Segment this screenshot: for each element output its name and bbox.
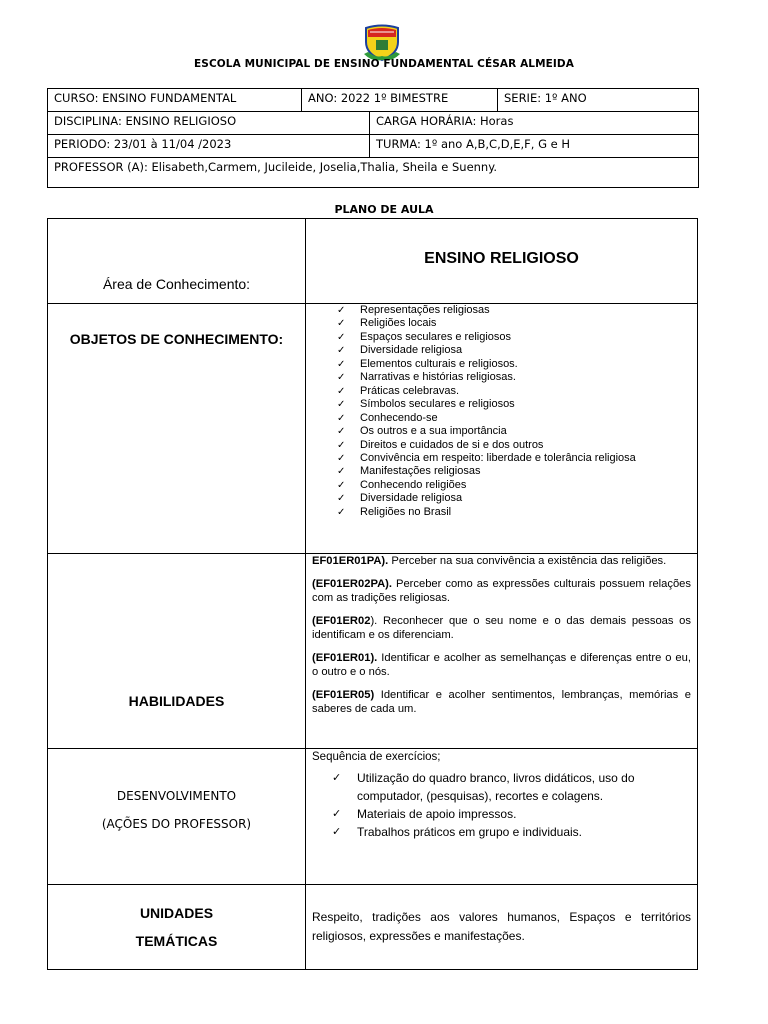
desenvolvimento-text: Materiais de apoio impressos. (357, 807, 517, 821)
objeto-item (337, 371, 696, 384)
objetos-list (307, 304, 696, 519)
unidades-text: Respeito, tradições aos valores humanos, Espaços e territórios religiosos, expressões e manifestações. (306, 885, 698, 970)
objeto-item (337, 304, 696, 317)
objeto-item (337, 492, 696, 505)
checkmark-icon: ✓ (337, 318, 346, 330)
school-title: ESCOLA MUNICIPAL DE ENSINO FUNDAMENTAL CÉSAR ALMEIDA (194, 58, 574, 70)
checkmark-icon: ✓ (337, 358, 346, 370)
turma-cell: TURMA: 1º ano A,B,C,D,E,F, G e H (370, 135, 699, 158)
checkmark-icon: ✓ (332, 808, 342, 820)
objetos-label-cell (48, 304, 306, 554)
objeto-item (337, 385, 696, 398)
acoes-label: (AÇÕES DO PROFESSOR) (101, 816, 252, 831)
checkmark-icon: ✓ (337, 439, 346, 451)
objeto-text: Direitos e cuidados de si e dos outros (360, 438, 544, 451)
objeto-text: Diversidade religiosa (360, 492, 463, 505)
objeto-text: Manifestações religiosas (360, 465, 481, 478)
objeto-text: Convivência em respeito: liberdade e tolerância religiosa (360, 451, 636, 464)
habilidade-code: (EF01ER05) (312, 688, 375, 701)
checkmark-icon: ✓ (337, 412, 346, 424)
checkmark-icon: ✓ (332, 826, 342, 838)
checkmark-icon: ✓ (337, 345, 346, 357)
serie-cell: SERIE: 1º ANO (498, 89, 699, 112)
checkmark-icon: ✓ (337, 493, 346, 505)
plano-title: PLANO DE AULA (334, 203, 434, 216)
objeto-item (337, 425, 696, 438)
objeto-text: Religiões locais (360, 317, 437, 330)
checkmark-icon: ✓ (337, 466, 346, 478)
habilidade-item (312, 577, 691, 606)
habilidade-code: (EF01ER02PA). (312, 577, 392, 590)
checkmark-icon: ✓ (337, 399, 346, 411)
carga-horaria-cell: CARGA HORÁRIA: Horas (370, 112, 699, 135)
habilidade-item (312, 554, 691, 569)
habilidade-item (312, 688, 691, 717)
unidades-label-2: TEMÁTICAS (135, 933, 218, 949)
objeto-text: Símbolos seculares e religiosos (360, 398, 515, 411)
periodo-cell: PERIODO: 23/01 à 11/04 /2023 (48, 135, 370, 158)
checkmark-icon: ✓ (337, 305, 346, 316)
objeto-item (337, 317, 696, 330)
desenvolvimento-label-cell (48, 749, 306, 885)
objeto-text: Representações religiosas (360, 304, 490, 316)
objeto-item (337, 452, 696, 465)
area-label-cell (48, 219, 306, 304)
objeto-text: Os outros e a sua importância (360, 425, 507, 438)
curso-cell: CURSO: ENSINO FUNDAMENTAL (48, 89, 302, 112)
desenvolvimento-text: Utilização do quadro branco, livros didáticos, uso do computador, (pesquisas), recortes e colagens. (357, 771, 635, 803)
objeto-text: Narrativas e histórias religiosas. (360, 371, 516, 384)
objetos-cell (306, 304, 698, 554)
checkmark-icon: ✓ (332, 772, 342, 784)
professor-cell: PROFESSOR (A): Elisabeth,Carmem, Jucileide, Joselia,Thalia, Sheila e Suenny. (48, 158, 699, 188)
desenvolvimento-label: DESENVOLVIMENTO (116, 788, 237, 803)
objeto-item (337, 344, 696, 357)
desenvolvimento-item (332, 769, 691, 805)
checkmark-icon: ✓ (337, 372, 346, 384)
habilidade-code: EF01ER01PA). (312, 555, 389, 567)
area-value-cell (306, 219, 698, 304)
objeto-text: Espaços seculares e religiosos (360, 330, 512, 343)
disciplina-cell: DISCIPLINA: ENSINO RELIGIOSO (48, 112, 370, 135)
habilidade-code: (EF01ER02 (312, 614, 371, 627)
habilidade-text: Perceber como as expressões culturais possuem relações com as tradições religiosas. (312, 577, 691, 604)
habilidade-item (312, 651, 691, 680)
objeto-item (337, 479, 696, 492)
objeto-item (337, 331, 696, 344)
objeto-item (337, 465, 696, 478)
objeto-item (337, 398, 696, 411)
unidades-label-1: UNIDADES (139, 905, 214, 921)
habilidades-label-cell (48, 554, 306, 749)
objeto-text: Conhecendo religiões (360, 478, 467, 491)
checkmark-icon: ✓ (337, 426, 346, 438)
checkmark-icon: ✓ (337, 452, 346, 464)
desenvolvimento-item (332, 805, 691, 823)
desenvolvimento-text: Trabalhos práticos em grupo e individuais. (357, 825, 583, 839)
objeto-text: Conhecendo-se (360, 411, 438, 424)
habilidades-list (312, 554, 691, 717)
objetos-label: OBJETOS DE CONHECIMENTO: (69, 331, 284, 347)
checkmark-icon: ✓ (337, 506, 346, 518)
objeto-item (337, 439, 696, 452)
habilidade-text: Identificar e acolher sentimentos, lembranças, memórias e saberes de cada um. (312, 688, 691, 715)
area-value: ENSINO RELIGIOSO (424, 250, 579, 267)
habilidade-text: Identificar e acolher as semelhanças e diferenças entre o eu, o outro e o nós. (312, 651, 691, 678)
checkmark-icon: ✓ (337, 331, 346, 343)
objeto-item (337, 412, 696, 425)
checkmark-icon: ✓ (337, 385, 346, 397)
unidades-label-cell (48, 885, 306, 970)
desenvolvimento-item (332, 823, 691, 841)
lesson-plan-table (47, 218, 698, 970)
checkmark-icon: ✓ (337, 479, 346, 491)
habilidade-item (312, 614, 691, 643)
habilidades-cell (306, 554, 698, 749)
objeto-text: Diversidade religiosa (360, 344, 463, 357)
desenvolvimento-list (312, 769, 691, 841)
desenvolvimento-cell (306, 749, 698, 885)
objeto-item (337, 358, 696, 371)
objeto-item (337, 506, 696, 519)
objeto-text: Religiões no Brasil (360, 505, 452, 518)
ano-cell: ANO: 2022 1º BIMESTRE (302, 89, 498, 112)
habilidade-text: Perceber na sua convivência a existência das religiões. (388, 555, 667, 567)
area-label: Área de Conhecimento: (102, 276, 251, 292)
course-info-table (47, 88, 699, 188)
desenvolvimento-intro: Sequência de exercícios; (312, 751, 441, 763)
objeto-text: Práticas celebravas. (360, 384, 460, 397)
habilidade-code: (EF01ER01). (312, 651, 378, 664)
objeto-text: Elementos culturais e religiosos. (360, 357, 518, 370)
habilidades-label: HABILIDADES (128, 693, 225, 709)
habilidade-text: ). Reconhecer que o seu nome e o das demais pessoas os identificam e os diferenciam. (312, 614, 691, 641)
